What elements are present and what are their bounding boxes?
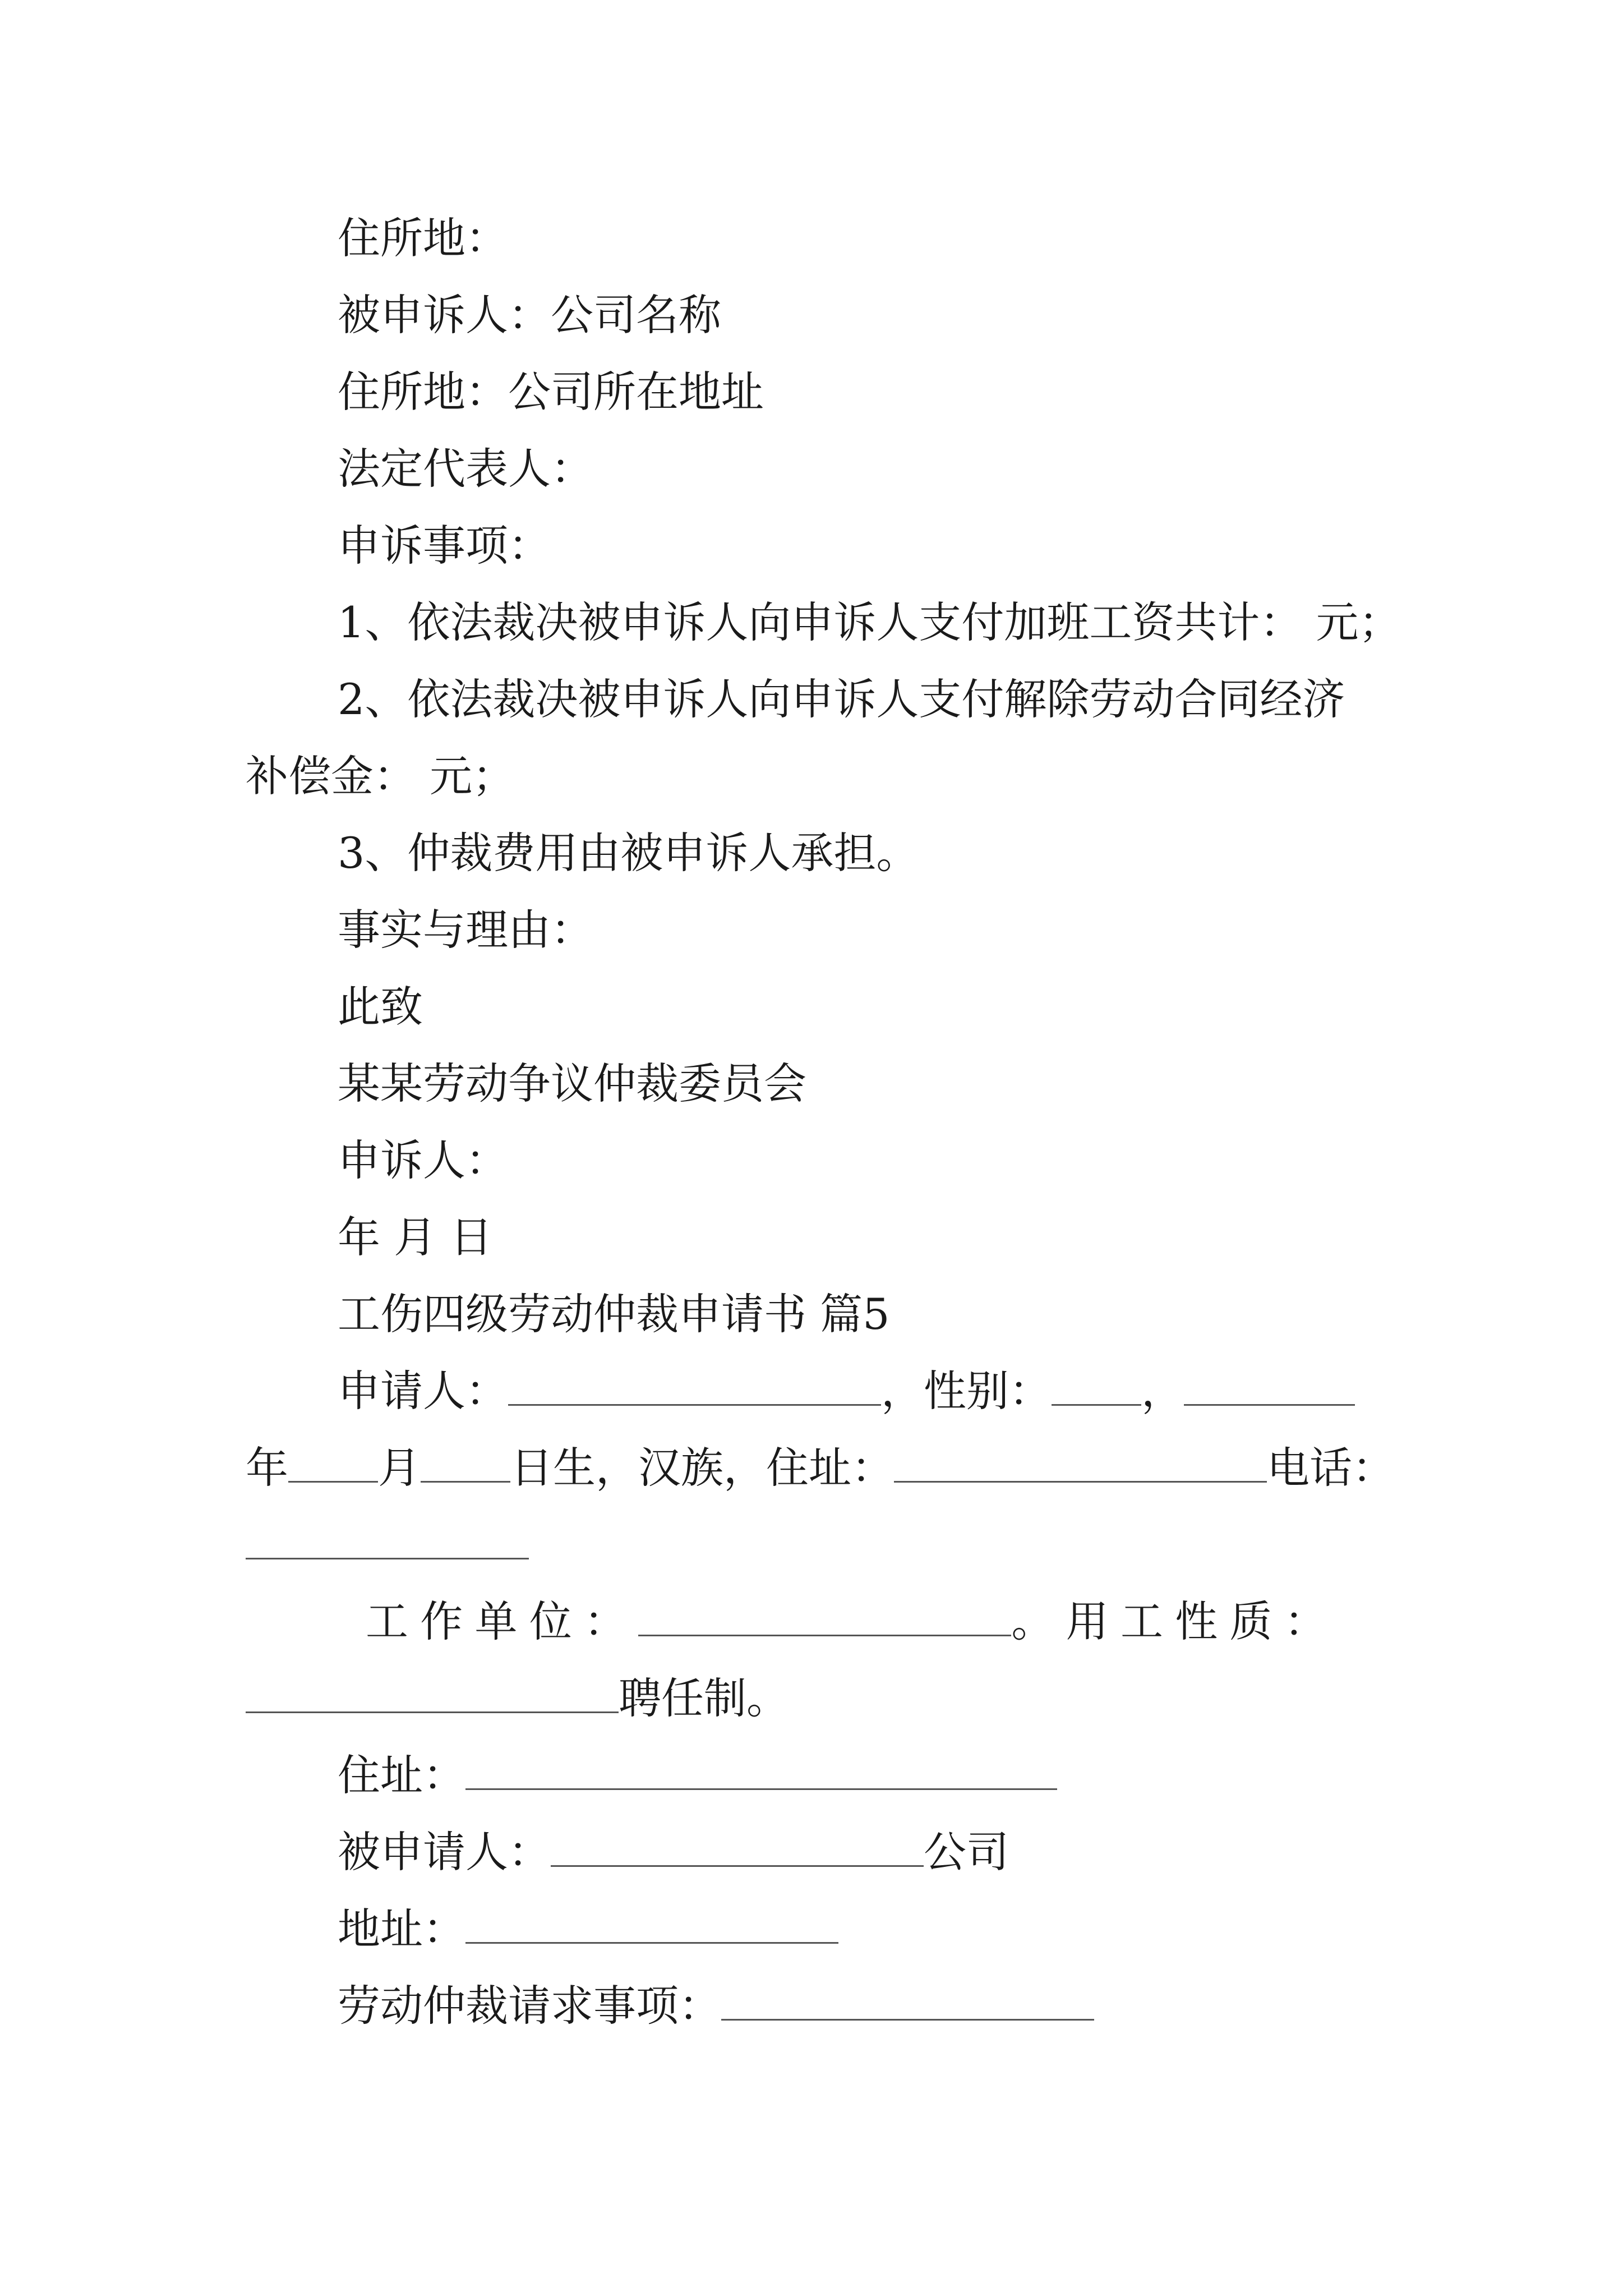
year-label: 年 <box>246 1443 288 1493</box>
date-line: 年 月 日 <box>338 1212 493 1262</box>
applicant-label: 申请人： <box>338 1366 508 1416</box>
petitioner-signature-label: 申诉人： <box>338 1135 508 1185</box>
birth-year-blank <box>1184 1365 1355 1406</box>
address-blank <box>894 1442 1267 1483</box>
applicant-address-blank <box>465 1749 1057 1790</box>
applicant-address-line <box>338 1747 1057 1803</box>
company-suffix: 公司 <box>924 1827 1009 1877</box>
facts-heading: 事实与理由： <box>338 905 593 955</box>
respondent-address-blank <box>465 1903 838 1944</box>
legal-representative-line: 法定代表人： <box>338 444 593 494</box>
birth-day-blank <box>421 1442 510 1483</box>
recipient-committee: 某某劳动争议仲裁委员会 <box>338 1059 806 1108</box>
arbitration-claims-line <box>338 1978 1094 2034</box>
born-label: 日生，汉族，住址： <box>510 1443 894 1493</box>
claims-blank <box>721 1980 1094 2021</box>
residence-label: 住所地： <box>338 213 508 263</box>
respondent-address-label: 地址： <box>338 1904 465 1954</box>
respondent-label: 被申请人： <box>338 1827 551 1877</box>
phone-label: 电话： <box>1267 1443 1395 1493</box>
respondent-line: 被申诉人：公司名称 <box>338 290 721 340</box>
section-title: 工伤四级劳动仲裁申请书 篇5 <box>338 1289 890 1339</box>
work-unit-blank <box>638 1595 1011 1636</box>
work-unit-label: 工作单位： <box>366 1596 639 1646</box>
respondent-name-blank <box>551 1826 924 1867</box>
comma: ， <box>1141 1366 1184 1416</box>
employment-nature-label: 。用工性质： <box>1011 1596 1339 1646</box>
respondent-address-line: 住所地：公司所在地址 <box>338 367 764 417</box>
month-label: 月 <box>378 1443 421 1493</box>
respondent-address-form-line <box>338 1901 838 1957</box>
address-label: 住址： <box>338 1750 465 1800</box>
gender-label: ，性别： <box>881 1366 1052 1416</box>
applicant-name-blank <box>508 1365 881 1406</box>
claim-item-3: 3、仲裁费用由被申诉人承担。 <box>338 828 919 878</box>
claims-label: 劳动仲裁请求事项： <box>338 1981 721 2031</box>
birth-month-blank <box>288 1442 378 1483</box>
salutation: 此致 <box>338 982 423 1032</box>
claim-item-1: 1、依法裁决被申诉人向申诉人支付加班工资共计： 元； <box>338 597 1401 647</box>
contract-type: 聘任制。 <box>619 1673 789 1723</box>
employment-nature-line <box>246 1671 789 1727</box>
claim-item-2-continued: 补偿金： 元； <box>246 751 515 801</box>
respondent-company-line <box>338 1824 1009 1880</box>
work-unit-line <box>366 1594 1339 1650</box>
phone-line <box>246 1517 529 1573</box>
phone-blank <box>246 1519 529 1559</box>
gender-blank <box>1052 1365 1141 1406</box>
applicant-line <box>338 1363 1355 1419</box>
employment-nature-blank <box>246 1672 619 1713</box>
birth-address-line <box>246 1440 1395 1496</box>
claims-heading: 申诉事项： <box>338 521 551 570</box>
claim-item-2: 2、依法裁决被申诉人向申诉人支付解除劳动合同经济 <box>338 674 1345 724</box>
